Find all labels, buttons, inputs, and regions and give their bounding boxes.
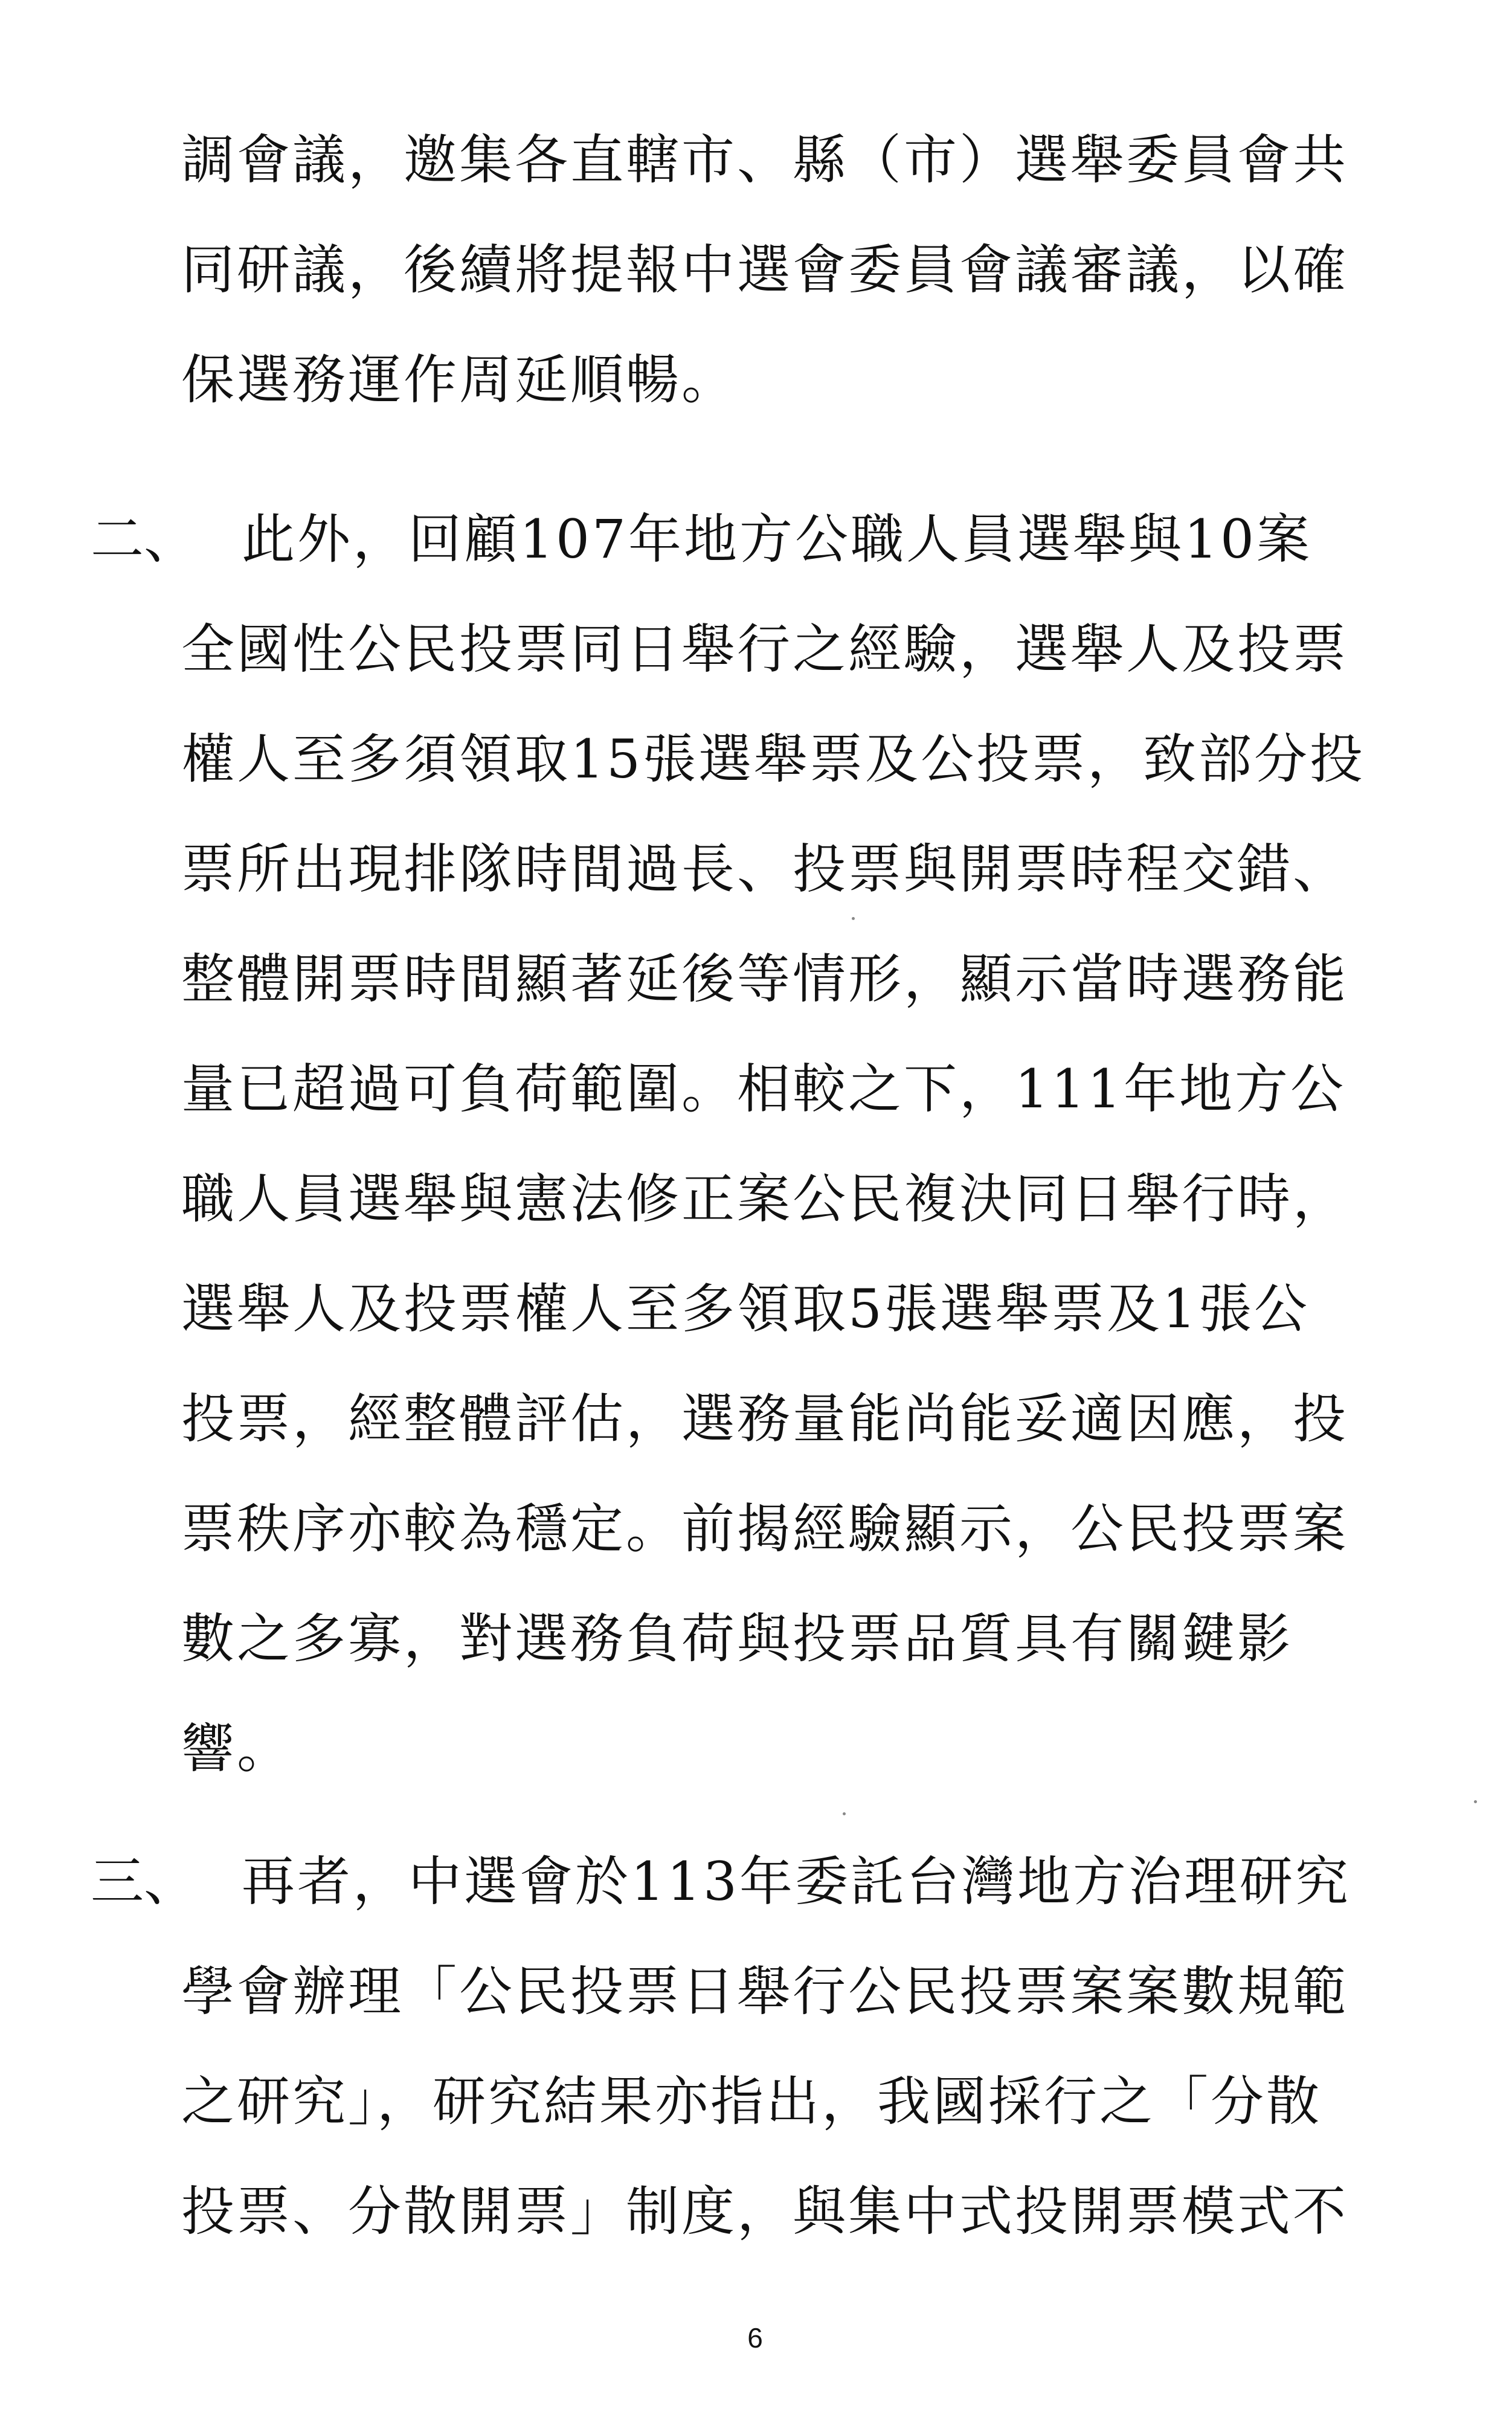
page-number: 6 (747, 2322, 763, 2354)
section-2-line: 數之多寡，對選務負荷與投票品質具有關鍵影 (181, 1608, 1293, 1670)
section-2-line: 全國性公民投票同日舉行之經驗，選舉人及投票 (181, 618, 1349, 680)
intro-line: 調會議，邀集各直轄市、縣（市）選舉委員會共 (181, 129, 1349, 191)
section-2-line: 權人至多須領取15張選舉票及公投票，致部分投 (181, 728, 1365, 790)
section-2-line: 選舉人及投票權人至多領取5張選舉票及1張公 (181, 1278, 1310, 1340)
section-2-line: 職人員選舉與憲法修正案公民複決同日舉行時， (181, 1168, 1349, 1230)
intro-line: 保選務運作周延順暢。 (181, 349, 738, 411)
scan-speck (843, 1812, 846, 1815)
section-2-line: 整體開票時間顯著延後等情形，顯示當時選務能 (181, 948, 1349, 1010)
section-2-line: 投票，經整體評估，選務量能尚能妥適因應，投 (181, 1388, 1349, 1450)
section-marker: 二、 (91, 508, 198, 570)
section-3-line: 投票、分散開票」制度，與集中式投開票模式不 (181, 2180, 1349, 2242)
scan-speck (852, 917, 855, 920)
intro-line: 同研議，後續將提報中選會委員會議審議，以確 (181, 239, 1349, 301)
section-marker: 三、 (91, 1850, 198, 1913)
section-3-line: 再者，中選會於113年委託台灣地方治理研究 (242, 1850, 1351, 1913)
section-2-line: 此外，回顧107年地方公職人員選舉與10案 (242, 508, 1312, 570)
section-3-line: 之研究」，研究結果亦指出，我國採行之「分散 (181, 2070, 1322, 2132)
section-2-line: 票秩序亦較為穩定。前揭經驗顯示，公民投票案 (181, 1498, 1349, 1560)
scan-speck (1474, 1800, 1477, 1803)
section-2-line: 量已超過可負荷範圍。相較之下，111年地方公 (181, 1058, 1346, 1120)
section-2-line: 響。 (181, 1717, 293, 1780)
section-2-line: 票所出現排隊時間過長、投票與開票時程交錯、 (181, 838, 1349, 900)
section-3-line: 學會辦理「公民投票日舉行公民投票案案數規範 (181, 1960, 1349, 2023)
